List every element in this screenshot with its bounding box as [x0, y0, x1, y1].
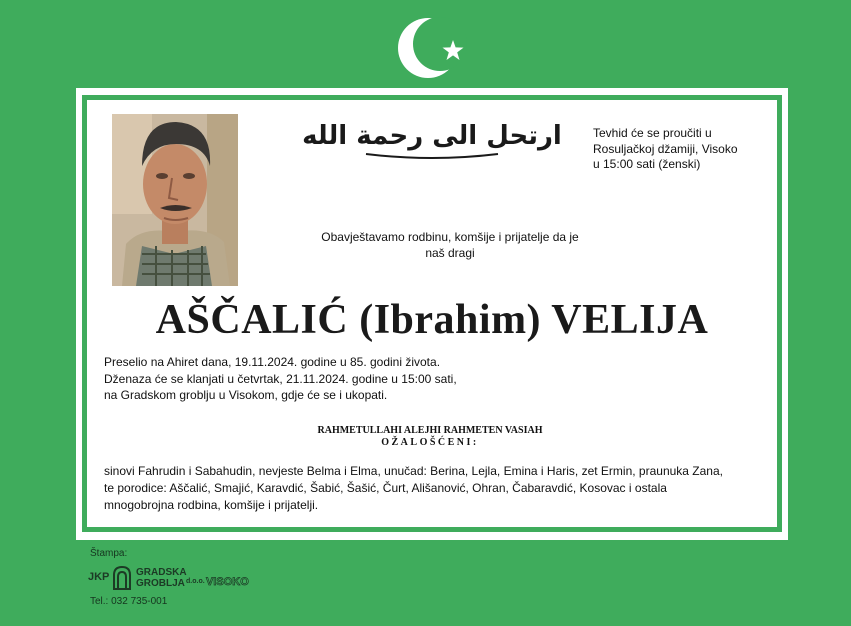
logo-jkp: JKP	[88, 571, 110, 583]
mourners-list: sinovi Fahrudin i Sabahudin, nevjeste Belma i Elma, unučad: Berina, Lejla, Emina i Haris, zet Ermin, praunuka Zana, te porodice: Aščalić, Smajić, Karavdić, Šabić, Šašić, Čurt, Ališanović, Ohran, Čabaravdić, Kosovac i ostala mnogobrojna rodbina, komšije i prijatelji.	[104, 464, 723, 512]
details-line: Preselio na Ahiret dana, 19.11.2024. godine u 85. godini života.	[104, 355, 441, 369]
prayer-block	[280, 425, 580, 449]
arabic-calligraphy	[302, 110, 562, 162]
tevhid-line: Rosuljačkoj džamiji, Visoko	[593, 141, 738, 156]
prayer-line: RAHMETULLAHI ALEJHI RAHMETEN VASIAH	[317, 425, 543, 436]
logo-doo: d.o.o.	[186, 578, 205, 585]
logo-line: GROBLJA	[136, 578, 185, 589]
mourners-heading: OŽALOŠĆENI:	[381, 437, 479, 448]
print-label: Štampa:	[90, 548, 128, 559]
tevhid-line: Tevhid će se proučiti u	[593, 126, 712, 140]
tevhid-line: u 15:00 sati (ženski)	[593, 157, 701, 171]
printer-logo	[88, 566, 258, 596]
arabic-calligraphy-text: ارتحل الى رحمة الله	[302, 121, 562, 151]
details-line: na Gradskom groblju u Visokom, gdje će se i ukopati.	[104, 388, 388, 402]
intro-text	[300, 229, 600, 261]
details-line: Dženaza će se klanjati u četvrtak, 21.11.2024. godine u 15:00 sati,	[104, 371, 457, 386]
logo-city: VISOKO	[206, 576, 249, 588]
logo-line: GRADSKA	[136, 567, 187, 578]
gravestone-icon	[111, 566, 133, 590]
intro-line: naš dragi	[425, 246, 475, 260]
crescent-and-star-icon	[398, 16, 464, 80]
deceased-portrait	[112, 114, 238, 286]
deceased-name: AŠČALIĆ (Ibrahim) VELIJA	[155, 297, 709, 343]
logo-name	[136, 567, 187, 589]
tevhid-notice	[593, 126, 763, 173]
phone-number: Tel.: 032 735-001	[90, 596, 168, 607]
death-details	[104, 354, 524, 404]
intro-line: Obavještavamo rodbinu, komšije i prijatelje da je	[321, 230, 579, 244]
